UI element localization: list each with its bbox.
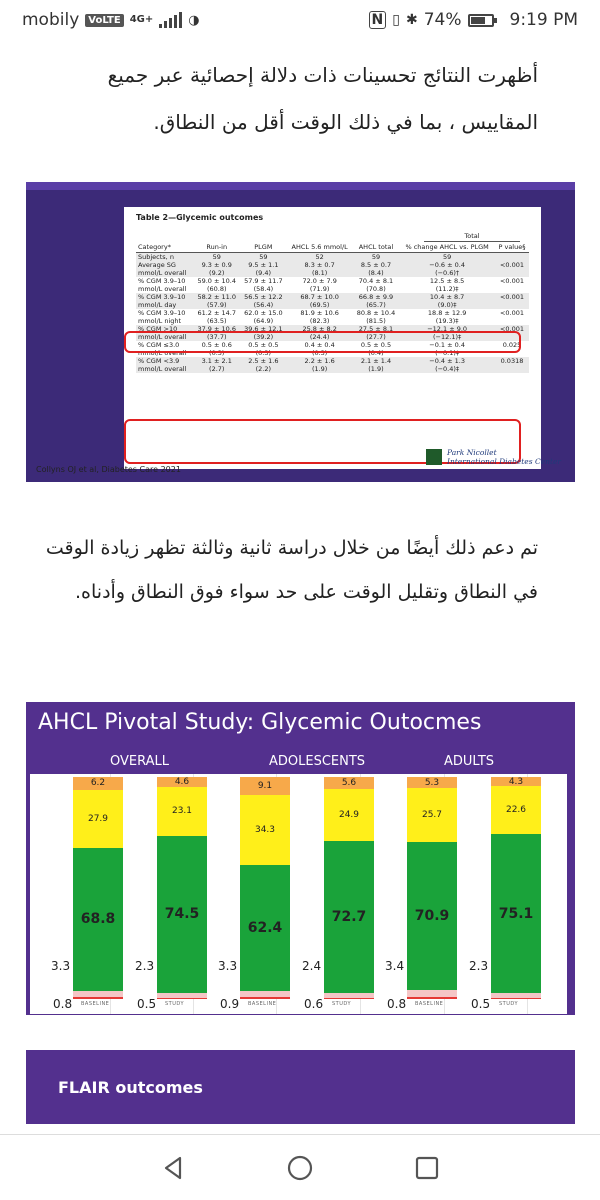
- table-cell: (56.4): [240, 301, 287, 309]
- bar-segment-very-high: 5.3: [407, 777, 457, 788]
- table-cell: Subjects, n: [136, 253, 193, 262]
- bar-segment-very-high: 4.6: [157, 777, 207, 787]
- table-cell: (−12.1)‡: [399, 333, 495, 341]
- table-cell: (2.2): [240, 365, 287, 373]
- table-cell: (19.3)‡: [435, 317, 459, 325]
- table-cell: (82.3): [309, 317, 330, 325]
- table-cell: (8.4): [353, 269, 400, 277]
- table-cell: 9.3 ± 0.9: [193, 261, 240, 269]
- table-header-cell: % change AHCL vs. PLGM: [399, 242, 495, 253]
- table-cell: (64.9): [253, 317, 274, 325]
- tick-label: BASELINE: [81, 1001, 110, 1007]
- table-title: Table 2—Glycemic outcomes: [136, 213, 264, 222]
- table-cell: 0.4 ± 0.4: [304, 341, 335, 349]
- table-cell: 2.2 ± 1.6: [287, 357, 353, 365]
- bar-segment-high: 34.3: [240, 795, 290, 864]
- bar-segment-very-low: [324, 998, 374, 999]
- table-row: [136, 277, 529, 285]
- table-header-cell: PLGM: [240, 242, 287, 253]
- table-cell: mmol/L overall: [136, 333, 193, 341]
- article-paragraph-1: أظهرت النتائج تحسينات ذات دلالة إحصائية عبر جميع المقاييس ، بما في ذلك الوقت أقل من النطاق.: [107, 63, 538, 134]
- table-cell: mmol/L overall: [136, 269, 193, 277]
- battery-percent: 74%: [423, 10, 462, 30]
- table-cell: mmol/L overall: [136, 365, 193, 373]
- table-cell: (71.9): [309, 285, 330, 293]
- flair-body: [26, 1124, 575, 1134]
- recents-icon: [414, 1155, 440, 1181]
- table-cell: 0.025: [502, 341, 522, 349]
- table-cell: (81.5): [366, 317, 386, 325]
- chart-title: AHCL Pivotal Study: Glycemic Outocmes: [38, 710, 482, 735]
- table-cell: <0.001: [499, 277, 525, 285]
- slide-flair[interactable]: [26, 1050, 575, 1134]
- navigation-bar: [0, 1134, 600, 1200]
- bar-segment-very-high: 4.3: [491, 777, 541, 786]
- bar-segment-low: [491, 993, 541, 998]
- table-cell: <0.001: [495, 293, 529, 301]
- label-very-low: 0.5: [137, 997, 157, 1011]
- stacked-bar: [491, 777, 541, 999]
- table-row: [136, 293, 529, 301]
- table-cell: (24.4): [287, 333, 353, 341]
- battery-icon: [468, 14, 494, 27]
- table-row: [136, 253, 529, 262]
- bar-segment-very-low: [157, 998, 207, 999]
- table-cell: % CGM 3.9–10: [136, 293, 193, 301]
- table-cell: 56.5 ± 12.2: [240, 293, 287, 301]
- label-low: 3.3: [218, 959, 238, 973]
- bar-segment-very-low: [407, 997, 457, 999]
- table-cell: % CGM 3.9–10: [138, 309, 186, 317]
- table-row: [136, 317, 529, 325]
- bar-segment-in-range: 75.1: [491, 834, 541, 993]
- table-cell: 39.6 ± 12.1: [240, 325, 287, 333]
- bar-segment-high: 24.9: [324, 789, 374, 841]
- tick-label: STUDY: [165, 1001, 185, 1007]
- table-cell: [495, 365, 529, 373]
- stacked-bar: [324, 777, 374, 999]
- table-cell: 57.9 ± 11.7: [244, 277, 283, 285]
- table-cell: [495, 269, 529, 277]
- table-cell: [495, 301, 529, 309]
- network-type: 4G+: [129, 14, 154, 25]
- table-cell: 59.0 ± 10.4: [197, 277, 236, 285]
- table-cell: (63.5): [206, 317, 227, 325]
- logo-mark-icon: [426, 449, 442, 465]
- table-cell: 59: [399, 253, 495, 262]
- bar-segment-very-high: 9.1: [240, 777, 290, 795]
- park-nicollet-logo: [426, 448, 561, 466]
- table-cell: 58.2 ± 11.0: [193, 293, 240, 301]
- bar-segment-low: [73, 991, 123, 998]
- table-cell: (69.5): [287, 301, 353, 309]
- table-cell: 62.0 ± 15.0: [244, 309, 283, 317]
- table-cell: <0.001: [495, 325, 529, 333]
- label-low: 3.4: [385, 959, 405, 973]
- table-row: [136, 309, 529, 317]
- label-low: 2.3: [469, 959, 489, 973]
- bar-segment-very-low: [240, 997, 290, 999]
- bar-segment-very-low: [491, 998, 541, 999]
- slide-stripe: [26, 182, 575, 190]
- group-label-adolescents: ADOLESCENTS: [269, 754, 366, 769]
- table-cell: [495, 253, 529, 262]
- tick-label: BASELINE: [415, 1001, 444, 1007]
- group-label-adults: ADULTS: [444, 754, 495, 769]
- table-row: [136, 365, 529, 373]
- bluetooth-icon: ✱: [405, 12, 418, 28]
- label-very-low: 0.6: [304, 997, 324, 1011]
- stacked-bar-chart: [30, 774, 567, 1014]
- table-cell: (57.9): [193, 301, 240, 309]
- home-button[interactable]: [280, 1148, 320, 1188]
- recents-button[interactable]: [407, 1148, 447, 1188]
- table-cell: (9.4): [240, 269, 287, 277]
- table-cell: (9.0)‡: [399, 301, 495, 309]
- volte-badge: VoLTE: [85, 14, 123, 27]
- flair-title: FLAIR outcomes: [58, 1078, 203, 1097]
- table-cell: (2.7): [193, 365, 240, 373]
- bar-segment-in-range: 74.5: [157, 836, 207, 994]
- table-cell: 59: [240, 253, 287, 262]
- stacked-bar: [240, 777, 290, 999]
- bar-segment-low: [407, 990, 457, 997]
- back-icon: [160, 1155, 186, 1181]
- bar-segment-low: [324, 993, 374, 998]
- table-cell: (8.1): [287, 269, 353, 277]
- table-cell: mmol/L night: [138, 317, 182, 325]
- citation: Collyns OJ et al, Diabetes Care 2021: [36, 465, 181, 474]
- table-cell: 66.8 ± 9.9: [353, 293, 400, 301]
- signal-icon: [159, 12, 182, 28]
- bar-segment-high: 27.9: [73, 790, 123, 848]
- table-cell: (70.8): [366, 285, 386, 293]
- table-cell: (27.7): [353, 333, 400, 341]
- table-cell: mmol/L day: [136, 301, 193, 309]
- table-cell: % CGM ≤3.0: [138, 341, 180, 349]
- table-cell: 72.0 ± 7.9: [302, 277, 337, 285]
- glycemic-table: [136, 242, 529, 373]
- table-cell: (60.8): [206, 285, 227, 293]
- table-row: [136, 285, 529, 293]
- table-cell: (58.4): [253, 285, 274, 293]
- table-cell: % CGM <3.9: [136, 357, 193, 365]
- table-cell: (9.2): [193, 269, 240, 277]
- label-very-low: 0.9: [220, 997, 240, 1011]
- table-header-cell: AHCL total: [353, 242, 400, 253]
- table-cell: (1.9): [287, 365, 353, 373]
- table-cell: 61.2 ± 14.7: [197, 309, 236, 317]
- table-cell: mmol/L overall: [138, 285, 187, 293]
- label-very-low: 0.5: [471, 997, 491, 1011]
- table-cell: −0.1 ± 0.4: [429, 341, 465, 349]
- slide-ahcl-chart[interactable]: [26, 702, 575, 1015]
- stacked-bar: [407, 777, 457, 999]
- table-cell: 80.8 ± 10.4: [356, 309, 396, 317]
- bar-segment-low: [157, 993, 207, 998]
- bar-segment-in-range: 62.4: [240, 865, 290, 991]
- table-cell: 2.5 ± 1.6: [240, 357, 287, 365]
- table-cell: (0.3): [209, 349, 225, 357]
- vibrate-icon: ▯: [392, 12, 400, 28]
- tick-label: STUDY: [499, 1001, 519, 1007]
- carrier-label: mobily: [22, 10, 80, 30]
- label-very-low: 0.8: [53, 997, 73, 1011]
- table-cell: [495, 317, 529, 325]
- bar-segment-very-high: 5.6: [324, 777, 374, 789]
- table-header-cell: Run-in: [193, 242, 240, 253]
- table-cell: 12.5 ± 8.5: [429, 277, 465, 285]
- table-cell: (0.3): [255, 349, 272, 357]
- table-cell: −12.1 ± 9.0: [399, 325, 495, 333]
- table-cell: 8.3 ± 0.7: [287, 261, 353, 269]
- table-cell: 68.7 ± 10.0: [287, 293, 353, 301]
- table-cell: 52: [287, 253, 353, 262]
- table-cell: % CGM >10: [136, 325, 193, 333]
- table-cell: (0.3): [311, 349, 328, 357]
- table-cell: (1.9): [353, 365, 400, 373]
- table-header-cell: P value§: [495, 242, 529, 253]
- nfc-icon: N: [369, 11, 387, 29]
- bar-segment-in-range: 72.7: [324, 841, 374, 993]
- table-cell: (65.7): [353, 301, 400, 309]
- table-cell: 0.5 ± 0.6: [201, 341, 232, 349]
- table-cell: 81.9 ± 10.6: [300, 309, 339, 317]
- bar-segment-very-low: [73, 997, 123, 999]
- table-cell: 18.8 ± 12.9: [427, 309, 467, 317]
- table-cell: (−0.1)‡: [435, 349, 460, 357]
- stacked-bar: [73, 777, 123, 999]
- table-cell: −0.4 ± 1.3: [399, 357, 495, 365]
- bar-segment-low: [240, 991, 290, 998]
- table-cell: Average SG: [136, 261, 193, 269]
- table-cell: 2.1 ± 1.4: [353, 357, 400, 365]
- table-cell: <0.001: [499, 309, 525, 317]
- table-row: [136, 301, 529, 309]
- table-cell: 27.5 ± 8.1: [353, 325, 400, 333]
- data-saver-icon: ◑: [188, 12, 200, 28]
- table-cell: 3.1 ± 2.1: [193, 357, 240, 365]
- group-label-overall: OVERALL: [110, 754, 169, 769]
- bar-segment-high: 22.6: [491, 786, 541, 834]
- table-row: [136, 261, 529, 269]
- clock: 9:19 PM: [509, 10, 578, 30]
- table-cell: 25.8 ± 8.2: [287, 325, 353, 333]
- status-bar: [0, 0, 600, 40]
- tick-label: STUDY: [332, 1001, 352, 1007]
- table-cell: 8.5 ± 0.7: [353, 261, 400, 269]
- back-button[interactable]: [153, 1148, 193, 1188]
- label-low: 3.3: [51, 959, 71, 973]
- table-cell: 70.4 ± 8.1: [358, 277, 394, 285]
- table-cell: mmol/L overall: [138, 349, 187, 357]
- bar-segment-very-high: 6.2: [73, 777, 123, 790]
- table-cell: % CGM 3.9–10: [138, 277, 186, 285]
- table-cell: 59: [193, 253, 240, 262]
- bar-segment-in-range: 70.9: [407, 842, 457, 990]
- home-icon: [286, 1154, 314, 1182]
- label-low: 2.3: [135, 959, 155, 973]
- highlight-box-tir: [124, 331, 521, 353]
- table-cell: [495, 285, 529, 293]
- bar-segment-high: 25.7: [407, 788, 457, 842]
- table-card: [124, 207, 541, 469]
- stacked-bar: [157, 777, 207, 999]
- table-cell: 0.5 ± 0.5: [248, 341, 279, 349]
- total-header: Total: [424, 232, 520, 242]
- table-cell: 0.5 ± 0.5: [360, 341, 392, 349]
- logo-line-2: International Diabetes Center: [447, 457, 561, 466]
- slide-glycemic-table[interactable]: [26, 182, 575, 482]
- table-cell: (−0.6)†: [399, 269, 495, 277]
- table-row: [136, 357, 529, 365]
- table-cell: (−0.4)‡: [399, 365, 495, 373]
- bar-segment-high: 23.1: [157, 787, 207, 836]
- article-paragraph-2: تم دعم ذلك أيضًا من خلال دراسة ثانية وثالثة تظهر زيادة الوقت في النطاق وتقليل الوقت على حد سواء فوق النطاق وأدناه.: [45, 537, 538, 603]
- bar-segment-in-range: 68.8: [73, 848, 123, 991]
- table-cell: (37.7): [193, 333, 240, 341]
- logo-line-1: Park Nicollet: [447, 448, 497, 457]
- table-header-cell: AHCL 5.6 mmol/L: [287, 242, 353, 253]
- tick-label: BASELINE: [248, 1001, 277, 1007]
- table-cell: (11.2)‡: [435, 285, 459, 293]
- table-cell: 0.0318: [495, 357, 529, 365]
- table-cell: −0.6 ± 0.4: [399, 261, 495, 269]
- label-very-low: 0.8: [387, 997, 407, 1011]
- table-cell: (39.2): [240, 333, 287, 341]
- table-cell: 10.4 ± 8.7: [399, 293, 495, 301]
- table-cell: 37.9 ± 10.6: [193, 325, 240, 333]
- table-cell: <0.001: [495, 261, 529, 269]
- label-low: 2.4: [302, 959, 322, 973]
- table-cell: (0.4): [368, 349, 384, 357]
- table-header-cell: Category*: [136, 242, 193, 253]
- table-row: [136, 269, 529, 277]
- table-cell: 9.5 ± 1.1: [240, 261, 287, 269]
- table-cell: 59: [353, 253, 400, 262]
